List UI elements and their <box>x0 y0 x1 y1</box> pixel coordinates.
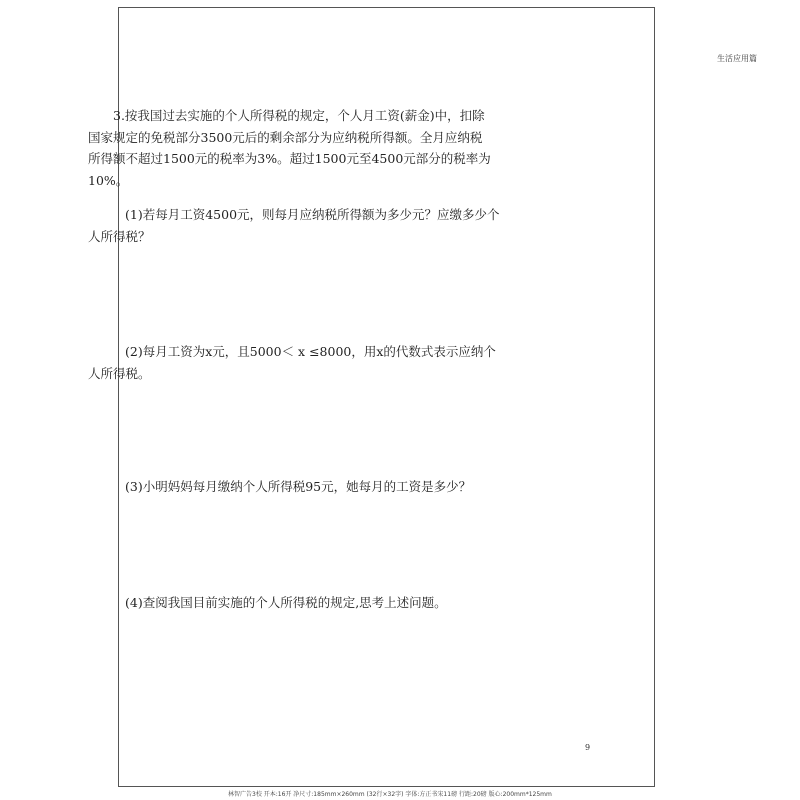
question-line: 人所得税？ <box>88 228 151 244</box>
question-line: (1)若每月工资4500元，则每月应纳税所得额为多少元？应缴多少个 <box>125 207 500 222</box>
print-info-footer: 林智广告3校 开本:16开 净尺寸:185mm×260mm (32行×32字) 字体:方正书宋11磅 行距:20磅 版心:200mm*125mm <box>228 791 552 798</box>
question-3 <box>113 476 498 498</box>
question-4 <box>113 592 498 614</box>
question-line: (4)查阅我国目前实施的个人所得税的规定,思考上述问题。 <box>125 595 447 610</box>
question-line: (2)每月工资为x元，且5000＜ x ≤8000，用x的代数式表示应纳个 <box>125 344 496 359</box>
question-1 <box>88 204 500 247</box>
section-header: 生活应用篇 <box>717 54 757 63</box>
intro-line: 所得额不超过1500元的税率为3%。超过1500元至4500元部分的税率为 <box>88 151 491 166</box>
question-line: 人所得税。 <box>88 365 151 381</box>
question-line: (3)小明妈妈每月缴纳个人所得税95元，她每月的工资是多少？ <box>125 479 472 494</box>
page-number: 9 <box>585 743 591 752</box>
question-2 <box>88 341 498 384</box>
intro-line: 国家规定的免税部分3500元后的剩余部分为应纳税所得额。全月应纳税 <box>88 129 483 145</box>
problem-intro <box>88 105 498 191</box>
intro-line: 10%。 <box>88 172 129 188</box>
intro-line: 3.按我国过去实施的个人所得税的规定，个人月工资(薪金)中，扣除 <box>113 108 485 123</box>
